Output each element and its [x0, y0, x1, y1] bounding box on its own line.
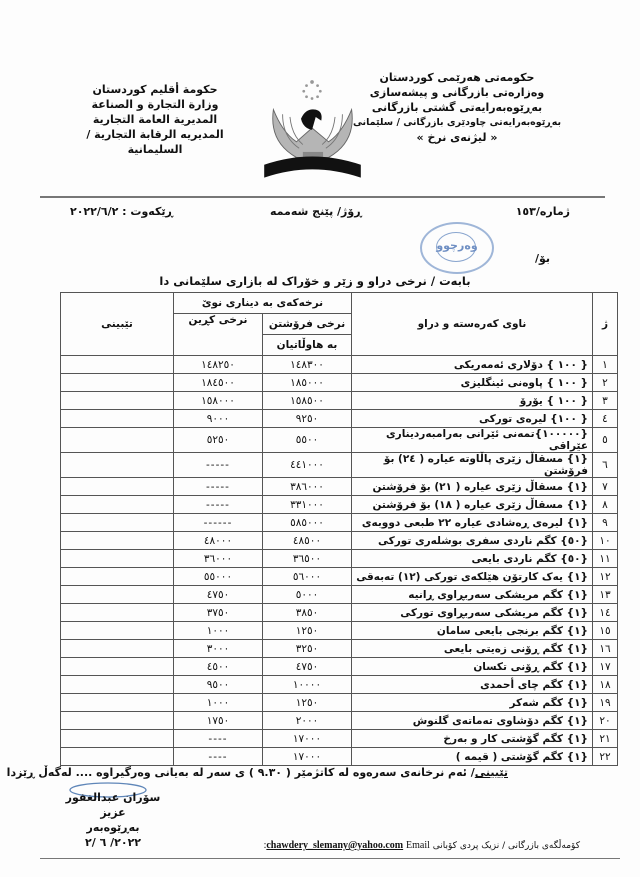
table-row [61, 374, 618, 392]
signature-block [58, 790, 168, 850]
buy-price: ١٠٠٠ [174, 694, 263, 712]
row-note [61, 658, 174, 676]
item-name: {١} کگم گۆشتی ( قیمە ) [352, 748, 593, 766]
table-row [61, 586, 618, 604]
item-name: {١} مسقاڵ زێری عیارە ( ٢١) بۆ فرۆشتن [352, 478, 593, 496]
kurdish-line-1: حکومەتی هەرێمی کوردستان [379, 71, 535, 84]
row-note [61, 640, 174, 658]
sell-price: ٣٨٦٠٠٠ [263, 478, 352, 496]
buy-price: ١٨٤٥٠٠ [174, 374, 263, 392]
document-number: ژمارە/١٥٣ [515, 205, 570, 218]
row-note [61, 453, 174, 478]
document-date: ڕێکەوت : ٢٠٢٢/٦/٢ [70, 205, 173, 218]
buy-price: ------ [174, 514, 263, 532]
table-row [61, 730, 618, 748]
footer-address: کۆمەڵگەی بازرگانی / نزیک پردی کۆبانی [432, 841, 580, 851]
row-note [61, 428, 174, 453]
item-name: {١} کگم شەکر [352, 694, 593, 712]
signer-name: سۆران عبدالغفور عزیز [65, 791, 161, 819]
item-name: {١} مسقاڵ زێری پاڵاوتە عیارە ( ٢٤) بۆ فرۆشتن [352, 453, 593, 478]
arabic-letterhead [60, 82, 250, 157]
row-index: ١٠ [593, 532, 618, 550]
row-note [61, 478, 174, 496]
kurdish-line-3: بەڕێوەبەرایەتی گشتی بازرگانی [371, 101, 543, 114]
sell-price: ١٠٠٠٠ [263, 676, 352, 694]
header-sell-price: نرخی فرۆشتن [263, 314, 352, 335]
table-row [61, 568, 618, 586]
table-row [61, 392, 618, 410]
row-index: ٢٢ [593, 748, 618, 766]
arabic-line-4: المديريه الرقابة التجارية / السليمانية [86, 128, 224, 156]
table-row [61, 453, 618, 478]
buy-price: ---- [174, 748, 263, 766]
arabic-line-2: وزارة التجارة و الصناعة [91, 98, 219, 111]
row-index: ٨ [593, 496, 618, 514]
kurdish-letterhead [352, 70, 562, 145]
item-name: { ١٠٠ } یۆرۆ [352, 392, 593, 410]
sell-price: ١٧٠٠٠ [263, 730, 352, 748]
table-row [61, 622, 618, 640]
row-index: ١ [593, 356, 618, 374]
item-name: {١} یەک کارتۆن هێلکەی تورکی (١٢) تەبەقی [352, 568, 593, 586]
item-name: {١} کگم برنجی بایعی سامان [352, 622, 593, 640]
item-name: {١} کگم دۆشاوی تەماتەی گلنوش [352, 712, 593, 730]
row-index: ١٥ [593, 622, 618, 640]
buy-price: ٩٥٠٠ [174, 676, 263, 694]
header-sell-subtitle: بە هاوڵاتیان [263, 335, 352, 356]
table-row [61, 550, 618, 568]
header-item-name: ناوی کەرەستە و دراو [352, 293, 593, 356]
table-row [61, 428, 618, 453]
sell-price: ١٤٨٣٠٠ [263, 356, 352, 374]
sell-price: ١٢٥٠ [263, 694, 352, 712]
header-note: تێبینی [61, 293, 174, 356]
row-note [61, 694, 174, 712]
row-index: ٢١ [593, 730, 618, 748]
row-index: ١٤ [593, 604, 618, 622]
buy-price: ---- [174, 730, 263, 748]
stamp-text: وەرچوو [436, 239, 478, 252]
row-note [61, 568, 174, 586]
row-index: ١٢ [593, 568, 618, 586]
signature-date: ٢٠٢٢/ ٦ /٢ [84, 836, 141, 849]
sell-price: ٥٠٠٠ [263, 586, 352, 604]
row-note [61, 604, 174, 622]
buy-price: ٩٠٠٠ [174, 410, 263, 428]
buy-price: ٣٧٥٠ [174, 604, 263, 622]
row-note [61, 410, 174, 428]
table-row [61, 676, 618, 694]
row-note [61, 748, 174, 766]
sell-price: ٣٨٥٠ [263, 604, 352, 622]
sell-price: ٤٧٥٠ [263, 658, 352, 676]
sell-price: ١٨٥٠٠٠ [263, 374, 352, 392]
buy-price: ١٠٠٠ [174, 622, 263, 640]
sell-price: ١٥٨٥٠٠ [263, 392, 352, 410]
sell-price: ٥٨٥٠٠٠ [263, 514, 352, 532]
row-index: ٣ [593, 392, 618, 410]
buy-price: ١٧٥٠ [174, 712, 263, 730]
item-name: {١} کگم چای أحمدی [352, 676, 593, 694]
header-index: ژ [593, 293, 618, 356]
sell-price: ٥٥٠٠ [263, 428, 352, 453]
row-note [61, 622, 174, 640]
header-divider [40, 196, 605, 198]
sell-price: ٣٢٥٠ [263, 640, 352, 658]
footer-email-link[interactable]: chawdery_slemany@yahoo.com [266, 840, 404, 851]
arabic-line-3: المديرية العامة التجارية [92, 113, 218, 126]
row-note [61, 532, 174, 550]
sell-price: ٤٨٥٠٠ [263, 532, 352, 550]
row-index: ١٦ [593, 640, 618, 658]
buy-price: ١٤٨٢٥٠ [174, 356, 263, 374]
table-row [61, 532, 618, 550]
item-name: {١} کگم مریشکی سەربڕاوی ڕانیە [352, 586, 593, 604]
buy-price: ٣٠٠٠ [174, 640, 263, 658]
recipient-label: بۆ/ [534, 252, 550, 265]
row-note [61, 496, 174, 514]
table-row [61, 712, 618, 730]
row-note [61, 730, 174, 748]
item-name: { ١٠٠ } دۆلاری ئەمەریکی [352, 356, 593, 374]
row-index: ١٩ [593, 694, 618, 712]
item-name: {٥٠} کگم ناردی بایعی [352, 550, 593, 568]
row-index: ٢ [593, 374, 618, 392]
item-name: {١} کگم مریشکی سەربڕاوی تورکی [352, 604, 593, 622]
item-name: { ١٠٠} لیرەی تورکی [352, 410, 593, 428]
item-name: {١} کگم ڕۆنی تکسان [352, 658, 593, 676]
buy-price: ٤٥٠٠ [174, 658, 263, 676]
footer-contact [264, 840, 580, 851]
buy-price: ----- [174, 453, 263, 478]
item-name: {٥٠} کگم ناردی سفری بوشلەری تورکی [352, 532, 593, 550]
document-day: ڕۆژ/ پێنج شەممە [270, 205, 362, 218]
row-index: ١٨ [593, 676, 618, 694]
sell-price: ٢٠٠٠ [263, 712, 352, 730]
table-row [61, 410, 618, 428]
row-note [61, 356, 174, 374]
header-price-group: نرخەکەی بە دیناری نوێ [174, 293, 352, 314]
footnote-text: / ئەم نرخانەی سەرەوە لە کاتژمێر ( ٩.٣٠ ) ی سەر لە بەیانی وەرگیراوە .... لەگەڵ ڕێزدا [6, 766, 475, 779]
row-index: ١١ [593, 550, 618, 568]
price-table [60, 292, 618, 766]
row-note [61, 586, 174, 604]
table-row [61, 640, 618, 658]
table-row [61, 356, 618, 374]
arabic-line-1: حكومة أقليم كوردستان [92, 83, 218, 96]
table-row [61, 658, 618, 676]
footer-email-label: Email: [263, 840, 430, 851]
header-buy-price: نرخی کڕین [174, 314, 263, 356]
kurdistan-eagle-emblem-icon [255, 68, 370, 188]
sell-price: ٩٢٥٠ [263, 410, 352, 428]
outgoing-stamp [420, 222, 494, 274]
row-note [61, 676, 174, 694]
sell-price: ٣٣١٠٠٠ [263, 496, 352, 514]
row-note [61, 550, 174, 568]
subject-line: بابەت / نرخی دراو و زێر و خۆراک لە بازاری سلێمانی دا [159, 274, 471, 288]
row-index: ٧ [593, 478, 618, 496]
row-index: ٥ [593, 428, 618, 453]
table-row [61, 496, 618, 514]
item-name: {١} لیرەی ڕەشادی عیارە ٢٢ طبعی دووبەی [352, 514, 593, 532]
item-name: {١} کگم ڕۆنی زەیتی بایعی [352, 640, 593, 658]
row-note [61, 374, 174, 392]
kurdish-line-2: وەزارەتی بازرگانی و پیشەسازی [369, 86, 545, 99]
buy-price: ٥٥٠٠٠ [174, 568, 263, 586]
sell-price: ٥٦٠٠٠ [263, 568, 352, 586]
row-note [61, 712, 174, 730]
buy-price: ٥٢٥٠ [174, 428, 263, 453]
row-index: ٤ [593, 410, 618, 428]
table-row [61, 748, 618, 766]
buy-price: ٤٨٠٠٠ [174, 532, 263, 550]
signer-title: بەڕێوەبەر [86, 821, 140, 834]
footnote-label: تێبینی [474, 766, 508, 779]
buy-price: ----- [174, 478, 263, 496]
buy-price: ----- [174, 496, 263, 514]
table-row [61, 694, 618, 712]
row-note [61, 514, 174, 532]
sell-price: ١٧٠٠٠ [263, 748, 352, 766]
price-committee-label: « لیژنەی نرخ » [416, 131, 498, 144]
row-index: ١٧ [593, 658, 618, 676]
footnote [7, 766, 508, 779]
buy-price: ٤٧٥٠ [174, 586, 263, 604]
table-row [61, 604, 618, 622]
row-note [61, 392, 174, 410]
row-index: ٢٠ [593, 712, 618, 730]
table-row [61, 514, 618, 532]
row-index: ٩ [593, 514, 618, 532]
row-index: ٦ [593, 453, 618, 478]
item-name: {١٠٠٠٠٠}تمەنی ئێرانی بەرامبەردیناری عێراقی [352, 428, 593, 453]
sell-price: ١٢٥٠ [263, 622, 352, 640]
buy-price: ٣٦٠٠٠ [174, 550, 263, 568]
buy-price: ١٥٨٠٠٠ [174, 392, 263, 410]
footer-divider [40, 858, 620, 859]
table-row [61, 478, 618, 496]
sell-price: ٤٤١٠٠٠ [263, 453, 352, 478]
row-index: ١٣ [593, 586, 618, 604]
kurdish-line-4: بەڕێوەبەرایەتی چاودێری بازرگانی / سلێمانی [352, 117, 562, 128]
item-name: {١} مسقاڵ زێری عیارە ( ١٨) بۆ فرۆشتن [352, 496, 593, 514]
item-name: { ١٠٠ } پاوەنی ئینگلیزی [352, 374, 593, 392]
sell-price: ٣٦٥٠٠ [263, 550, 352, 568]
item-name: {١} کگم گۆشتی کار و بەرخ [352, 730, 593, 748]
